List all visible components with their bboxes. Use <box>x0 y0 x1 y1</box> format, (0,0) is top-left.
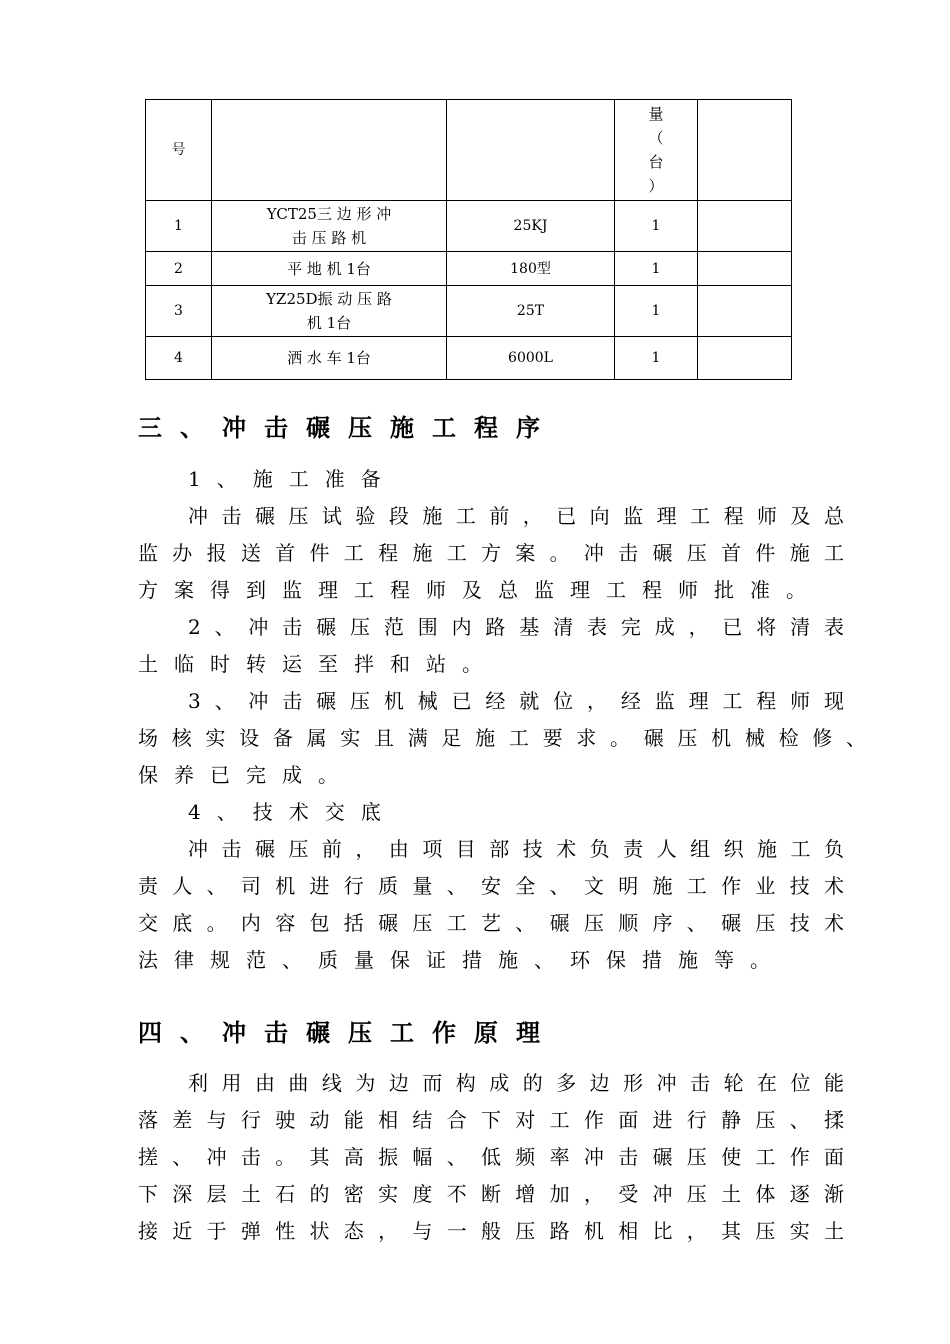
section-heading-principle: 四、冲击碾压工作原理 <box>138 1018 558 1047</box>
row-spec: 180型 <box>447 252 615 286</box>
header-col-remark <box>698 100 792 201</box>
paragraph-line: 接近于弹性状态，与一般压路机相比，其压实土 <box>138 1219 844 1243</box>
header-qty-char: （ <box>648 129 664 147</box>
paragraph-line: 交底。内容包括碾压工艺、碾压顺序、碾压技术 <box>138 911 844 935</box>
paragraph-line: 冲击碾压试验段施工前，已向监理工程师及总 <box>188 504 844 528</box>
paragraph-line: 土临时转运至拌和站。 <box>138 652 498 676</box>
row-spec: 6000L <box>447 337 615 380</box>
paragraph-line: 下深层土石的密实度不断增加，受冲压土体逐渐 <box>138 1182 844 1206</box>
row-quantity: 1 <box>615 201 698 252</box>
paragraph-line: 冲击碾压前，由项目部技术负责人组织施工负 <box>188 837 844 861</box>
header-qty-char: 量 <box>648 105 664 123</box>
table-header-row <box>146 100 792 201</box>
row-equipment-name: 洒 水 车 1台 <box>212 337 447 380</box>
header-col-name <box>212 100 447 201</box>
table-row <box>146 286 792 337</box>
header-qty-char: ） <box>648 177 664 195</box>
row-number: 3 <box>146 286 212 337</box>
row-remark <box>698 337 792 380</box>
row-spec: 25KJ <box>447 201 615 252</box>
row-quantity: 1 <box>615 286 698 337</box>
paragraph-line: 3、冲击碾压机械已经就位，经监理工程师现 <box>188 689 844 713</box>
header-col-quantity <box>615 100 698 201</box>
subheading-preparation: 1、施工准备 <box>188 467 397 491</box>
table-row <box>146 201 792 252</box>
row-quantity: 1 <box>615 252 698 286</box>
row-number: 1 <box>146 201 212 252</box>
table-row <box>146 252 792 286</box>
row-spec: 25T <box>447 286 615 337</box>
row-remark <box>698 201 792 252</box>
paragraph-line: 法律规范、质量保证措施、环保措施等。 <box>138 948 786 972</box>
row-equipment-name: YZ25D振 动 压 路 机 1台 <box>212 286 447 337</box>
section-heading-procedure: 三、冲击碾压施工程序 <box>138 413 558 442</box>
header-col-number: 号 <box>146 100 212 201</box>
row-number: 2 <box>146 252 212 286</box>
subheading-briefing: 4、技术交底 <box>188 800 397 824</box>
row-quantity: 1 <box>615 337 698 380</box>
paragraph-line: 利用由曲线为边而构成的多边形冲击轮在位能 <box>188 1071 844 1095</box>
row-equipment-name: YCT25三 边 形 冲 击 压 路 机 <box>212 201 447 252</box>
paragraph-line: 搓、冲击。其高振幅、低频率冲击碾压使工作面 <box>138 1145 844 1169</box>
header-qty-char: 台 <box>648 153 664 171</box>
paragraph-line: 方案得到监理工程师及总监理工程师批准。 <box>138 578 822 602</box>
paragraph-line: 落差与行驶动能相结合下对工作面进行静压、揉 <box>138 1108 844 1132</box>
row-remark <box>698 252 792 286</box>
table-row <box>146 337 792 380</box>
paragraph-line: 监办报送首件工程施工方案。冲击碾压首件施工 <box>138 541 844 565</box>
paragraph-line: 保养已完成。 <box>138 763 354 787</box>
equipment-table <box>145 99 792 380</box>
header-col-spec <box>447 100 615 201</box>
paragraph-line: 2、冲击碾压范围内路基清表完成，已将清表 <box>188 615 844 639</box>
row-number: 4 <box>146 337 212 380</box>
paragraph-line: 场核实设备属实且满足施工要求。碾压机械检修、 <box>138 726 866 750</box>
row-equipment-name: 平 地 机 1台 <box>212 252 447 286</box>
paragraph-line: 责人、司机进行质量、安全、文明施工作业技术 <box>138 874 844 898</box>
row-remark <box>698 286 792 337</box>
